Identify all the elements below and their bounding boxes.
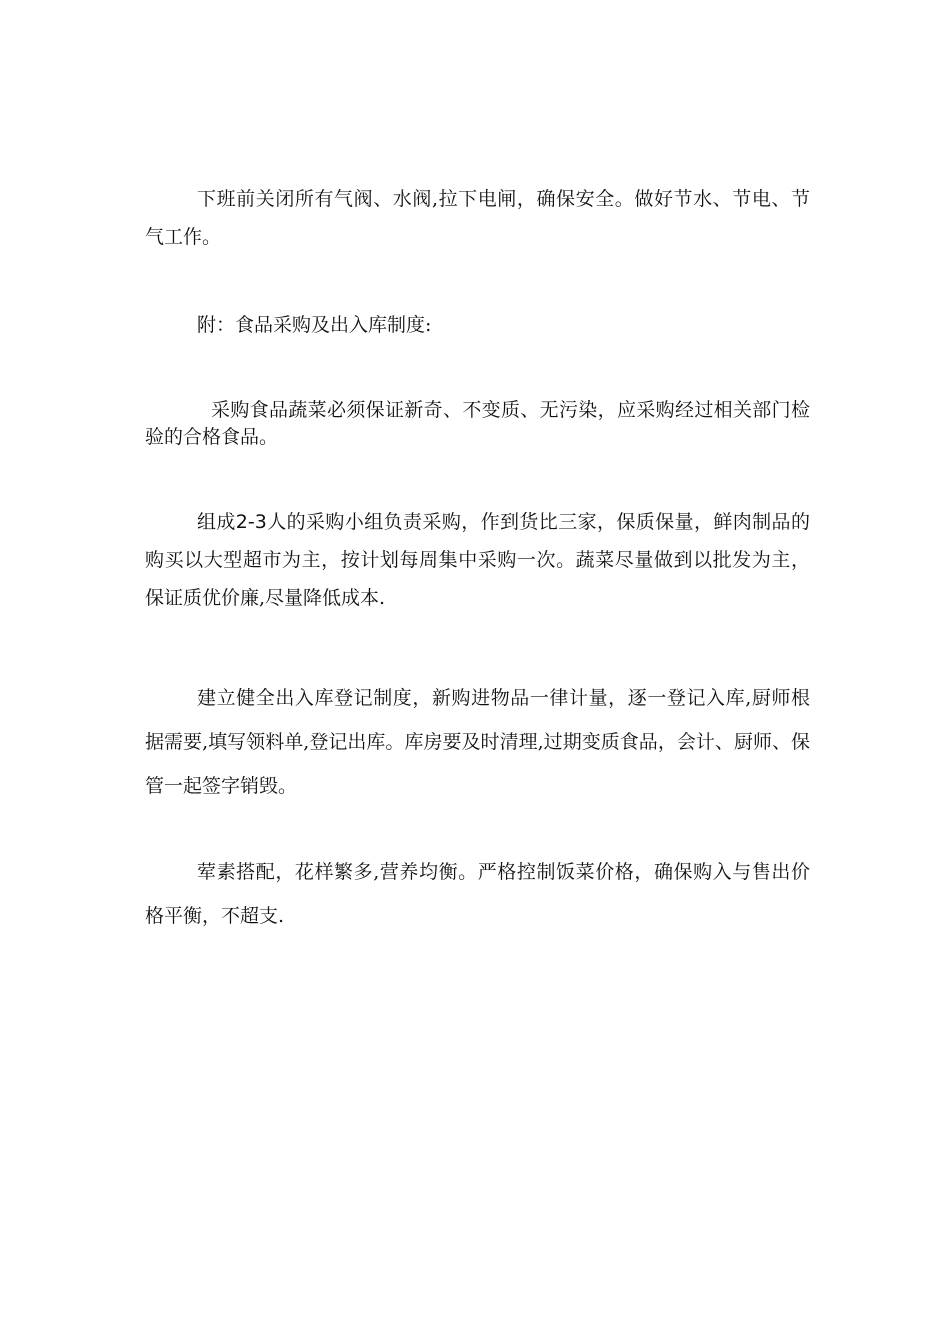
paragraph-text: ，作到货比三家，保质保量，鲜肉制品的购买以大型超市为主，按计划每周集中 [145, 511, 810, 571]
paragraph-text: 食品蔬菜必须保证新奇、不变质、无污染，应 [249, 399, 637, 421]
team-size-number: 2-3 [235, 511, 267, 533]
paragraph-text: 一次。蔬菜尽量做到以批发为主，保证质优价廉,尽量降低成本. [145, 549, 810, 609]
paragraph-procurement-quality [145, 397, 810, 451]
paragraph-text: 经过相关部门检验的合格食品。 [145, 399, 810, 448]
keyword-procurement: 采购 [273, 314, 312, 336]
keyword-procurement: 采购 [211, 399, 250, 421]
keyword-procurement: 采购 [306, 511, 345, 533]
keyword-procurement: 采购 [477, 549, 517, 571]
paragraph-safety [145, 180, 810, 256]
paragraph-text: 荤素搭配，花样繁多,营养均衡。严格控制饭菜价格，确保购入与售出价格平衡，不超支. [145, 861, 810, 927]
keyword-procurement: 采购 [422, 511, 462, 533]
paragraph-text: 人的 [266, 511, 307, 533]
paragraph-appendix-title [145, 306, 810, 344]
paragraph-text: 下班前关闭所有气阀、水阀,拉下电闸，确保安全。做好节水、节电、节气工作。 [145, 188, 810, 248]
keyword-procurement: 采购 [636, 399, 675, 421]
paragraph-text: 及出入库制度: [311, 314, 432, 336]
paragraph-warehouse [145, 676, 810, 808]
paragraph-text: 组成 [197, 511, 236, 533]
paragraph-procurement-team [145, 503, 810, 617]
paragraph-nutrition [145, 850, 810, 938]
paragraph-text: 小组负责 [344, 511, 423, 533]
paragraph-text: 附：食品 [197, 314, 274, 336]
paragraph-text: 建立健全出入库登记制度，新购进物品一律计量，逐一登记入库,厨师根据需要,填写领料单,登记出库。库房要及时清理,过期变质食品，会计、厨师、保管一起签字销毁。 [145, 687, 810, 797]
